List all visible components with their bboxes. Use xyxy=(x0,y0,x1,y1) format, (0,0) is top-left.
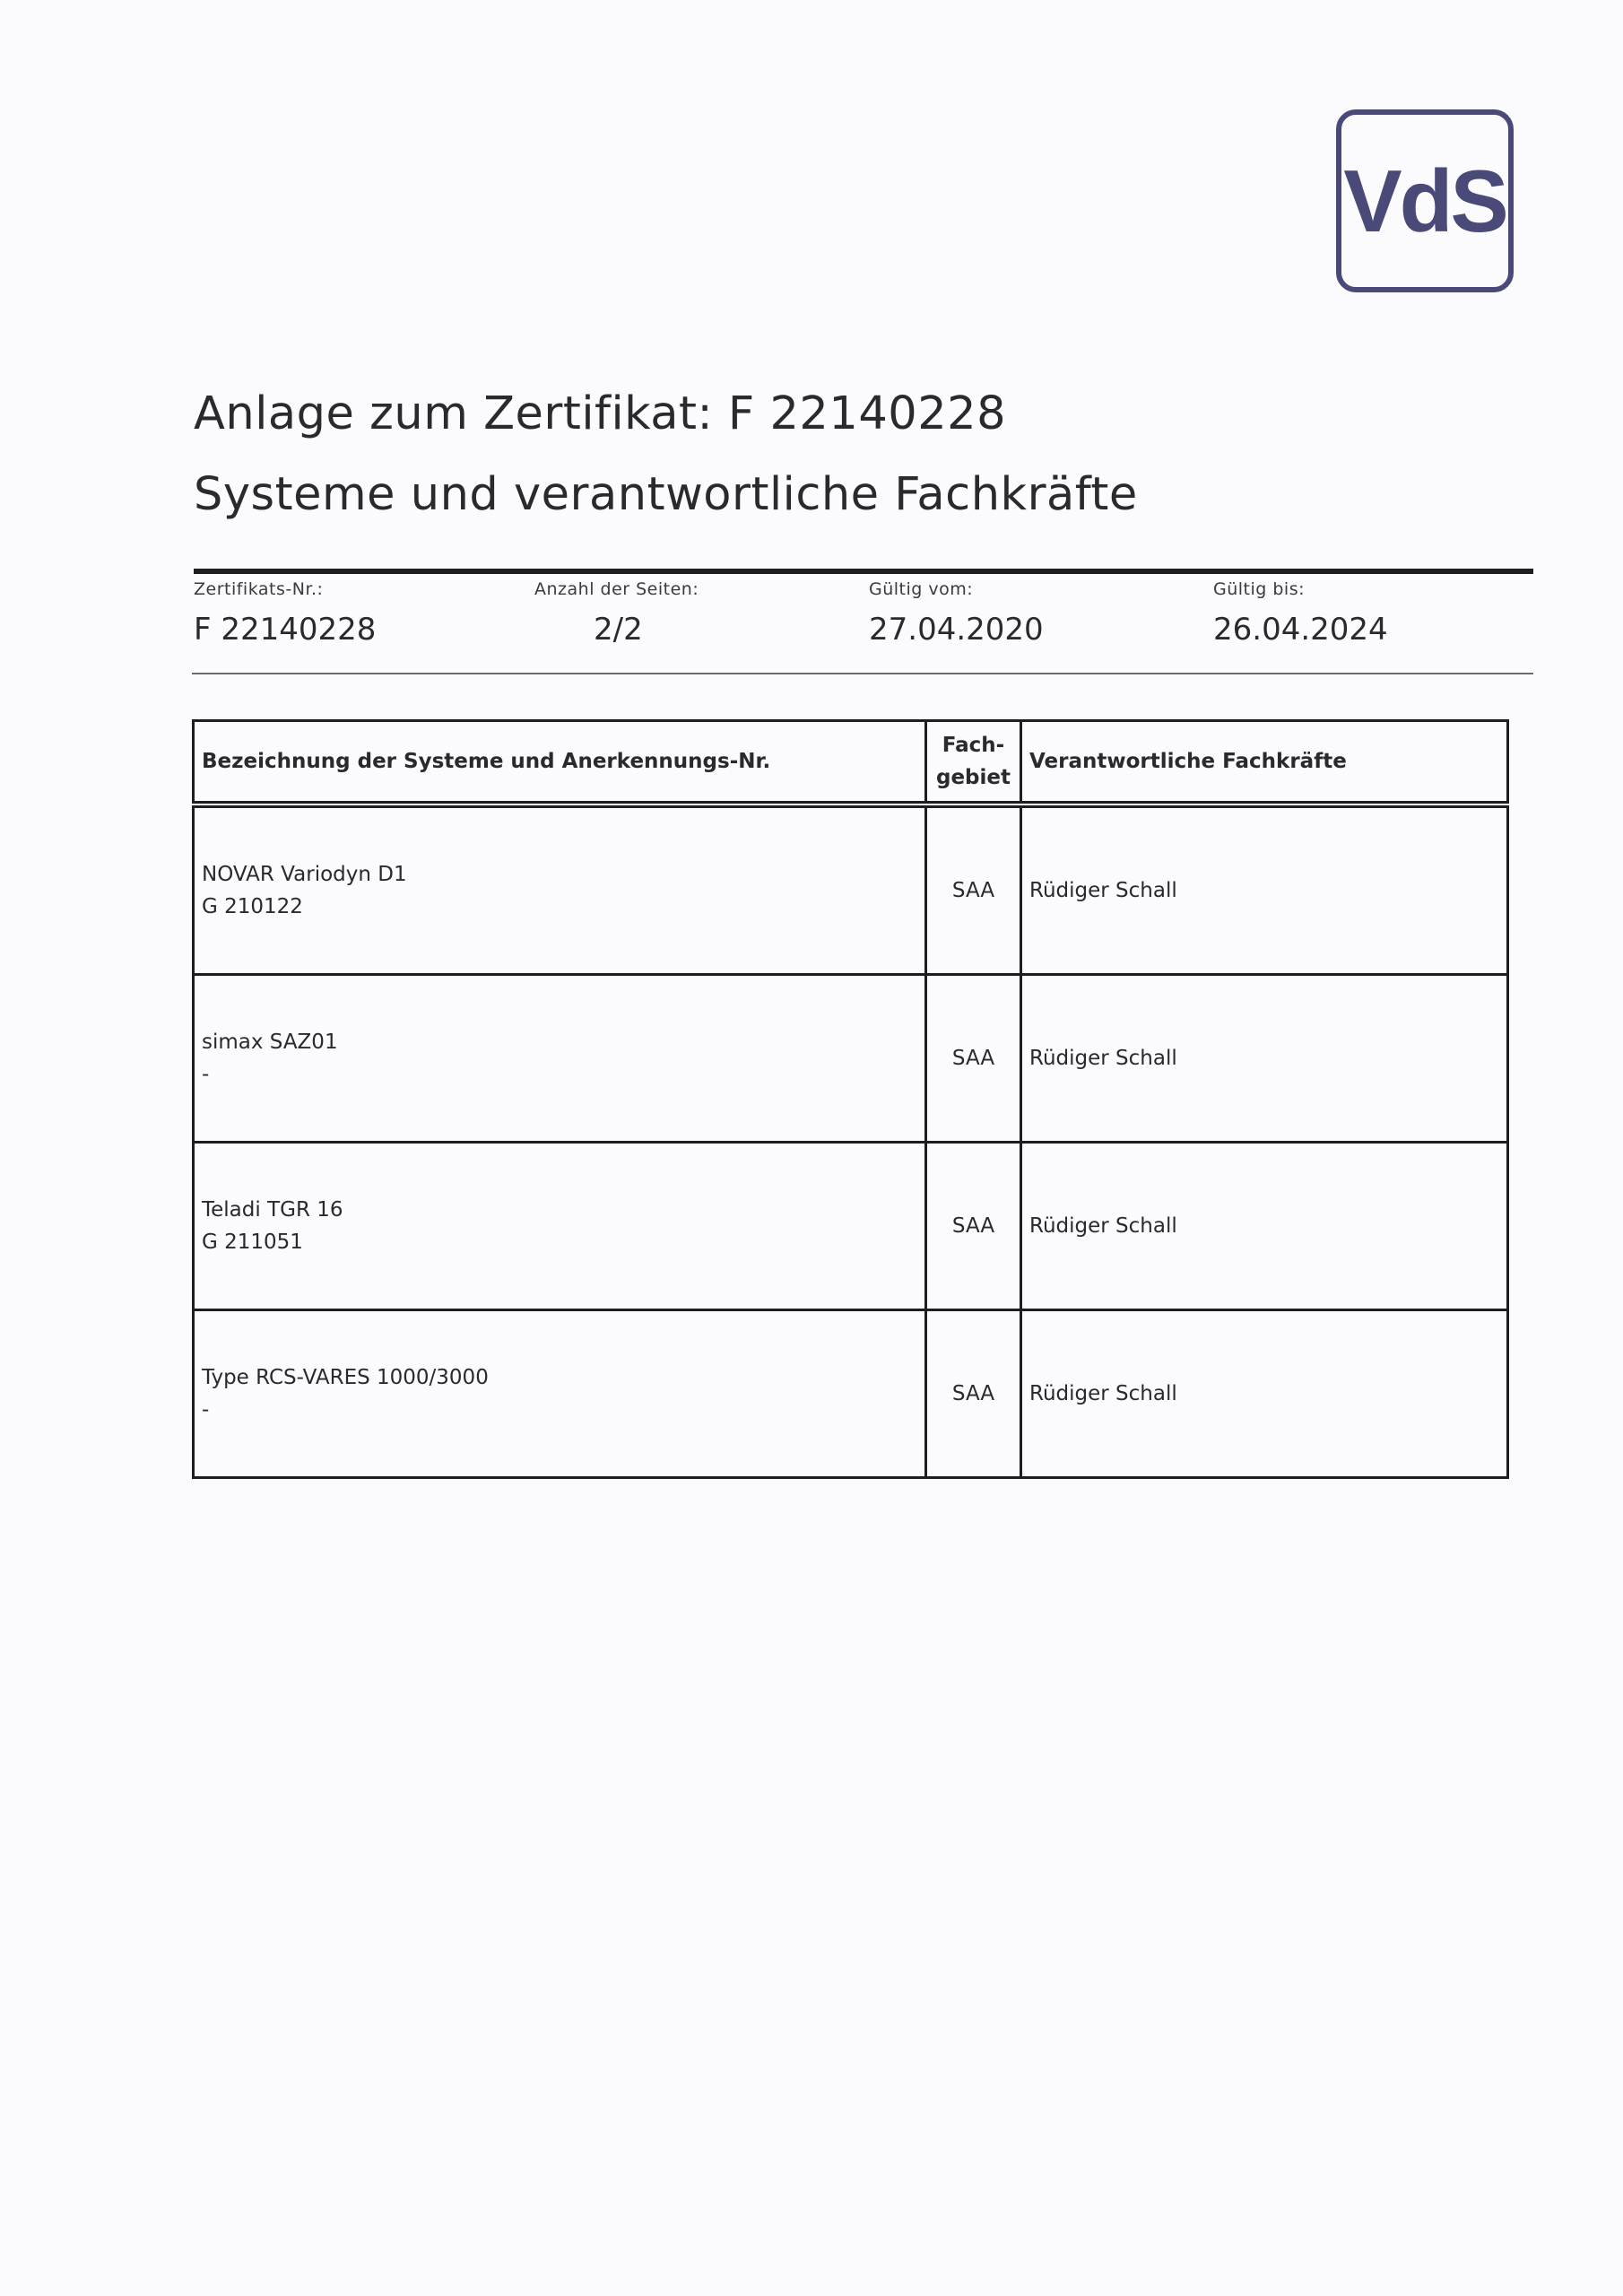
system-cell xyxy=(194,1310,926,1478)
cert-nr-label: Zertifikats-Nr.: xyxy=(194,579,324,599)
header-divider-thin xyxy=(192,673,1533,674)
table-header-row xyxy=(194,721,1508,803)
systems-table xyxy=(192,719,1509,1479)
valid-from-value: 27.04.2020 xyxy=(869,612,1044,648)
system-cell xyxy=(194,807,926,975)
system-nr: - xyxy=(202,1398,210,1422)
fachgebiet-cell: SAA xyxy=(926,975,1021,1143)
valid-from-label: Gültig vom: xyxy=(869,579,974,599)
vds-logo-text: VdS xyxy=(1343,151,1506,250)
system-cell xyxy=(194,975,926,1143)
system-name: Type RCS-VARES 1000/3000 xyxy=(202,1366,489,1389)
page-subtitle: Systeme und verantwortliche Fachkräfte xyxy=(194,468,1138,521)
fachgebiet-cell: SAA xyxy=(926,807,1021,975)
fachkraft-cell: Rüdiger Schall xyxy=(1021,807,1508,975)
header-divider-thick xyxy=(194,569,1533,574)
system-nr: G 211051 xyxy=(202,1231,303,1254)
system-name: Teladi TGR 16 xyxy=(202,1198,343,1222)
table-row xyxy=(194,1143,1508,1310)
table-row xyxy=(194,807,1508,975)
fachgebiet-cell: SAA xyxy=(926,1143,1021,1310)
header-system: Bezeichnung der Systeme und Anerkennungs-Nr. xyxy=(194,721,926,803)
vds-logo xyxy=(1336,109,1514,292)
page-title: Anlage zum Zertifikat: F 22140228 xyxy=(194,387,1007,440)
system-cell xyxy=(194,1143,926,1310)
header-fachgebiet: Fach- gebiet xyxy=(926,721,1021,803)
fachkraft-cell: Rüdiger Schall xyxy=(1021,1310,1508,1478)
pages-value: 2/2 xyxy=(594,612,643,648)
system-nr: G 210122 xyxy=(202,895,303,918)
fachgebiet-cell: SAA xyxy=(926,1310,1021,1478)
cert-nr-value: F 22140228 xyxy=(194,612,377,648)
system-name: NOVAR Variodyn D1 xyxy=(202,863,407,886)
valid-to-value: 26.04.2024 xyxy=(1213,612,1388,648)
system-name: simax SAZ01 xyxy=(202,1031,338,1054)
table-row xyxy=(194,1310,1508,1478)
table-row xyxy=(194,975,1508,1143)
valid-to-label: Gültig bis: xyxy=(1213,579,1306,599)
system-nr: - xyxy=(202,1063,210,1086)
pages-label: Anzahl der Seiten: xyxy=(534,579,699,599)
fachkraft-cell: Rüdiger Schall xyxy=(1021,975,1508,1143)
header-fachkraefte: Verantwortliche Fachkräfte xyxy=(1021,721,1508,803)
fachkraft-cell: Rüdiger Schall xyxy=(1021,1143,1508,1310)
